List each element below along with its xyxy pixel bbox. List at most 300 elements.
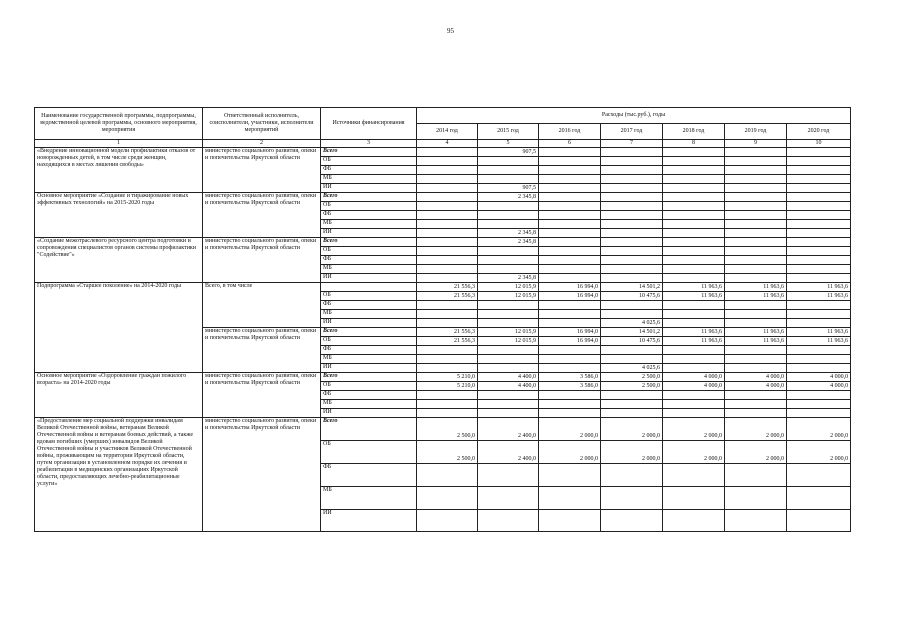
amount-cell (787, 202, 851, 211)
amount-cell (787, 391, 851, 400)
amount-cell: 2 000,0 (601, 418, 663, 441)
row-executor: Всего, в том числе (203, 283, 321, 328)
amount-cell (663, 301, 725, 310)
amount-cell (417, 464, 478, 487)
amount-cell (663, 184, 725, 193)
amount-cell (417, 510, 478, 532)
amount-cell (663, 400, 725, 409)
amount-cell (601, 487, 663, 510)
funding-source: ОБ (321, 441, 417, 464)
funding-source: ФБ (321, 391, 417, 400)
column-index: 4 (417, 140, 478, 148)
column-index: 2 (203, 140, 321, 148)
funding-source: Всего (321, 328, 417, 337)
amount-cell: 4 000,0 (725, 382, 787, 391)
amount-cell (725, 510, 787, 532)
amount-cell (601, 220, 663, 229)
amount-cell: 4 400,0 (478, 382, 539, 391)
amount-cell: 16 994,0 (539, 283, 601, 292)
amount-cell (601, 193, 663, 202)
table-row (35, 373, 851, 382)
amount-cell (601, 247, 663, 256)
amount-cell: 2 500,0 (601, 373, 663, 382)
amount-cell (787, 310, 851, 319)
amount-cell: 21 556,3 (417, 283, 478, 292)
amount-cell (478, 256, 539, 265)
amount-cell (601, 202, 663, 211)
funding-source: ИИ (321, 510, 417, 532)
amount-cell: 2 345,8 (478, 274, 539, 283)
amount-cell (539, 193, 601, 202)
amount-cell (725, 301, 787, 310)
amount-cell (787, 301, 851, 310)
amount-cell (725, 211, 787, 220)
amount-cell (663, 265, 725, 274)
amount-cell (787, 464, 851, 487)
amount-cell: 11 963,6 (663, 328, 725, 337)
amount-cell (787, 220, 851, 229)
amount-cell (787, 346, 851, 355)
amount-cell: 12 015,9 (478, 283, 539, 292)
amount-cell (539, 319, 601, 328)
amount-cell: 14 501,2 (601, 283, 663, 292)
funding-source: ОБ (321, 382, 417, 391)
amount-cell (725, 157, 787, 166)
amount-cell: 3 586,0 (539, 373, 601, 382)
amount-cell (478, 166, 539, 175)
funding-source: ФБ (321, 256, 417, 265)
funding-source: ИИ (321, 184, 417, 193)
amount-cell (663, 364, 725, 373)
amount-cell (417, 202, 478, 211)
funding-source: ИИ (321, 319, 417, 328)
amount-cell: 2 000,0 (725, 418, 787, 441)
amount-cell (601, 355, 663, 364)
amount-cell (663, 157, 725, 166)
amount-cell (663, 487, 725, 510)
amount-cell (478, 409, 539, 418)
amount-cell (417, 274, 478, 283)
amount-cell (787, 409, 851, 418)
amount-cell (478, 510, 539, 532)
amount-cell (417, 247, 478, 256)
amount-cell (663, 202, 725, 211)
amount-cell (787, 238, 851, 247)
amount-cell: 2 000,0 (787, 418, 851, 441)
funding-source: ИИ (321, 364, 417, 373)
amount-cell (725, 220, 787, 229)
amount-cell: 12 015,9 (478, 328, 539, 337)
row-executor: министерство социального развития, опеки и попечительства Иркутской области (203, 418, 321, 532)
row-executor: министерство социального развития, опеки и попечительства Иркутской области (203, 193, 321, 238)
amount-cell: 16 994,0 (539, 292, 601, 301)
amount-cell (663, 238, 725, 247)
amount-cell (601, 166, 663, 175)
funding-source: МБ (321, 310, 417, 319)
row-executor: министерство социального развития, опеки и попечительства Иркутской области (203, 328, 321, 373)
table-row (35, 148, 851, 157)
amount-cell (787, 247, 851, 256)
amount-cell (663, 319, 725, 328)
amount-cell: 11 963,6 (787, 292, 851, 301)
amount-cell (417, 211, 478, 220)
amount-cell: 11 963,6 (787, 283, 851, 292)
funding-source: МБ (321, 265, 417, 274)
header-year-2017: 2017 год (601, 124, 663, 140)
amount-cell (787, 229, 851, 238)
amount-cell (601, 175, 663, 184)
amount-cell (663, 193, 725, 202)
amount-cell: 4 400,0 (478, 373, 539, 382)
amount-cell (725, 238, 787, 247)
amount-cell (417, 301, 478, 310)
amount-cell (478, 464, 539, 487)
amount-cell (539, 487, 601, 510)
amount-cell (725, 310, 787, 319)
amount-cell: 11 963,6 (787, 328, 851, 337)
amount-cell: 4 000,0 (663, 373, 725, 382)
amount-cell (417, 409, 478, 418)
amount-cell (478, 391, 539, 400)
amount-cell: 11 963,6 (663, 283, 725, 292)
amount-cell (725, 148, 787, 157)
amount-cell (601, 157, 663, 166)
amount-cell (787, 175, 851, 184)
amount-cell: 4 000,0 (663, 382, 725, 391)
row-name: «Внедрение инновационной модели профилактики отказов от новорожденных детей, в том числе среди женщин, находящихся в местах лишения свободы» (35, 148, 203, 193)
amount-cell (417, 229, 478, 238)
amount-cell (478, 157, 539, 166)
amount-cell: 2 345,8 (478, 193, 539, 202)
amount-cell (787, 184, 851, 193)
amount-cell: 11 963,6 (725, 328, 787, 337)
amount-cell (725, 346, 787, 355)
header-year-2020: 2020 год (787, 124, 851, 140)
amount-cell (539, 346, 601, 355)
amount-cell: 12 015,9 (478, 292, 539, 301)
amount-cell (787, 157, 851, 166)
amount-cell (787, 400, 851, 409)
row-name: Основное мероприятие «Создание и тиражирование новых эффективных технологий» на 2015-2020 годы (35, 193, 203, 238)
amount-cell: 4 025,6 (601, 364, 663, 373)
amount-cell (417, 175, 478, 184)
amount-cell (417, 364, 478, 373)
header-year-2018: 2018 год (663, 124, 725, 140)
amount-cell: 2 000,0 (539, 418, 601, 441)
amount-cell (663, 211, 725, 220)
funding-source: Всего (321, 238, 417, 247)
amount-cell (663, 256, 725, 265)
amount-cell: 11 963,6 (725, 292, 787, 301)
amount-cell (787, 211, 851, 220)
amount-cell (478, 175, 539, 184)
header-source-column: Источники финансирования (321, 108, 417, 140)
amount-cell (539, 247, 601, 256)
amount-cell: 12 015,9 (478, 337, 539, 346)
amount-cell (601, 510, 663, 532)
amount-cell (663, 274, 725, 283)
amount-cell: 4 000,0 (787, 382, 851, 391)
amount-cell (725, 256, 787, 265)
funding-source: ФБ (321, 464, 417, 487)
amount-cell (539, 274, 601, 283)
funding-source: ОБ (321, 292, 417, 301)
amount-cell (539, 202, 601, 211)
amount-cell: 2 345,8 (478, 229, 539, 238)
amount-cell (601, 238, 663, 247)
amount-cell (601, 184, 663, 193)
amount-cell (725, 175, 787, 184)
amount-cell: 2 000,0 (539, 441, 601, 464)
amount-cell: 10 475,6 (601, 337, 663, 346)
amount-cell: 16 994,0 (539, 337, 601, 346)
amount-cell (787, 274, 851, 283)
amount-cell: 4 000,0 (787, 373, 851, 382)
funding-source (321, 283, 417, 292)
amount-cell: 11 963,6 (725, 283, 787, 292)
amount-cell (539, 211, 601, 220)
amount-cell (787, 487, 851, 510)
amount-cell (787, 364, 851, 373)
amount-cell (601, 409, 663, 418)
amount-cell (663, 355, 725, 364)
amount-cell (478, 220, 539, 229)
funding-source: ФБ (321, 211, 417, 220)
amount-cell (601, 148, 663, 157)
amount-cell (787, 256, 851, 265)
amount-cell (663, 464, 725, 487)
amount-cell (725, 202, 787, 211)
amount-cell: 5 210,0 (417, 382, 478, 391)
header-year-2014: 2014 год (417, 124, 478, 140)
amount-cell (601, 256, 663, 265)
amount-cell (539, 364, 601, 373)
amount-cell (478, 364, 539, 373)
amount-cell (663, 310, 725, 319)
header-name-column: Наименование государственной программы, подпрограммы, ведомственной целевой программы, основного мероприятия, мероприятия (35, 108, 203, 140)
amount-cell: 2 345,8 (478, 238, 539, 247)
amount-cell (663, 346, 725, 355)
amount-cell (725, 193, 787, 202)
amount-cell (417, 391, 478, 400)
header-expenses: Расходы (тыс.руб.), годы (417, 108, 851, 124)
row-name: Основное мероприятие «Оздоровление граждан пожилого возраста» на 2014-2020 годы (35, 373, 203, 418)
funding-source: МБ (321, 487, 417, 510)
amount-cell (417, 310, 478, 319)
amount-cell: 11 963,6 (725, 337, 787, 346)
amount-cell (787, 148, 851, 157)
amount-cell (663, 247, 725, 256)
funding-source: Всего (321, 418, 417, 441)
amount-cell (478, 211, 539, 220)
amount-cell (539, 464, 601, 487)
funding-source: МБ (321, 400, 417, 409)
amount-cell (725, 274, 787, 283)
amount-cell (478, 265, 539, 274)
amount-cell (478, 346, 539, 355)
amount-cell (478, 319, 539, 328)
row-name: «Создание межотраслевого ресурсного центра подготовки и сопровождения специалистов органов системы профилактики "Содействие"» (35, 238, 203, 283)
funding-source: ИИ (321, 409, 417, 418)
header-year-2016: 2016 год (539, 124, 601, 140)
header-executor-column: Ответственный исполнитель, соисполнители, участники, исполнители мероприятий (203, 108, 321, 140)
amount-cell (663, 391, 725, 400)
amount-cell (478, 310, 539, 319)
table-row (35, 418, 851, 441)
amount-cell (601, 346, 663, 355)
amount-cell: 3 586,0 (539, 382, 601, 391)
amount-cell (417, 157, 478, 166)
amount-cell (539, 220, 601, 229)
funding-source: Всего (321, 193, 417, 202)
amount-cell (539, 310, 601, 319)
amount-cell (725, 487, 787, 510)
amount-cell (478, 400, 539, 409)
amount-cell: 2 000,0 (725, 441, 787, 464)
funding-source: ИИ (321, 274, 417, 283)
amount-cell (663, 148, 725, 157)
amount-cell (478, 355, 539, 364)
amount-cell (725, 247, 787, 256)
amount-cell (417, 355, 478, 364)
amount-cell: 21 556,3 (417, 328, 478, 337)
funding-source: МБ (321, 220, 417, 229)
amount-cell (417, 400, 478, 409)
amount-cell (725, 400, 787, 409)
row-name: Подпрограмма «Старшее поколение» на 2014-2020 годы (35, 283, 203, 373)
amount-cell (417, 148, 478, 157)
amount-cell (539, 166, 601, 175)
amount-cell (539, 355, 601, 364)
funding-source: ФБ (321, 346, 417, 355)
amount-cell: 2 500,0 (601, 382, 663, 391)
amount-cell (663, 229, 725, 238)
column-index: 1 (35, 140, 203, 148)
amount-cell (601, 274, 663, 283)
amount-cell (539, 238, 601, 247)
amount-cell (539, 256, 601, 265)
row-executor: министерство социального развития, опеки и попечительства Иркутской области (203, 238, 321, 283)
amount-cell (663, 409, 725, 418)
amount-cell (478, 247, 539, 256)
amount-cell: 21 556,3 (417, 292, 478, 301)
amount-cell (417, 193, 478, 202)
amount-cell (601, 301, 663, 310)
amount-cell: 907,5 (478, 148, 539, 157)
amount-cell (787, 510, 851, 532)
amount-cell (663, 510, 725, 532)
amount-cell (601, 464, 663, 487)
column-index: 10 (787, 140, 851, 148)
table-row (35, 193, 851, 202)
amount-cell (725, 166, 787, 175)
amount-cell (663, 175, 725, 184)
amount-cell (601, 211, 663, 220)
column-index: 5 (478, 140, 539, 148)
amount-cell (478, 202, 539, 211)
amount-cell (725, 229, 787, 238)
amount-cell (725, 184, 787, 193)
amount-cell: 21 556,3 (417, 337, 478, 346)
amount-cell (663, 220, 725, 229)
amount-cell (663, 166, 725, 175)
funding-source: Всего (321, 148, 417, 157)
amount-cell (787, 166, 851, 175)
amount-cell (539, 229, 601, 238)
amount-cell: 11 963,6 (663, 337, 725, 346)
amount-cell (725, 355, 787, 364)
header-year-2019: 2019 год (725, 124, 787, 140)
amount-cell (787, 265, 851, 274)
funding-source: ИИ (321, 229, 417, 238)
column-index: 7 (601, 140, 663, 148)
amount-cell (539, 391, 601, 400)
funding-source: ОБ (321, 157, 417, 166)
amount-cell (601, 265, 663, 274)
amount-cell (417, 256, 478, 265)
amount-cell (725, 464, 787, 487)
amount-cell (601, 400, 663, 409)
amount-cell: 2 000,0 (663, 418, 725, 441)
amount-cell (539, 409, 601, 418)
table-row (35, 238, 851, 247)
amount-cell (725, 409, 787, 418)
column-index: 8 (663, 140, 725, 148)
funding-source: ФБ (321, 166, 417, 175)
amount-cell (601, 391, 663, 400)
amount-cell (417, 265, 478, 274)
column-index: 9 (725, 140, 787, 148)
table-row (35, 283, 851, 292)
amount-cell: 2 500,0 (417, 441, 478, 464)
amount-cell (478, 301, 539, 310)
amount-cell (539, 301, 601, 310)
row-executor: министерство социального развития, опеки и попечительства Иркутской области (203, 373, 321, 418)
amount-cell: 2 400,0 (478, 441, 539, 464)
amount-cell: 14 501,2 (601, 328, 663, 337)
funding-source: МБ (321, 175, 417, 184)
amount-cell (539, 175, 601, 184)
amount-cell (417, 487, 478, 510)
header-year-2015: 2015 год (478, 124, 539, 140)
amount-cell (539, 184, 601, 193)
amount-cell: 2 000,0 (787, 441, 851, 464)
amount-cell: 2 000,0 (663, 441, 725, 464)
column-index: 3 (321, 140, 417, 148)
funding-source: МБ (321, 355, 417, 364)
row-name: «Предоставление мер социальной поддержки инвалидам Великой Отечественной войны, ветеранам Великой Отечественной войны и ветеранам боевых действий, а также вдовам погибших (умерших) инвалидов Великой Отечественной войны и участников Великой Отечественной войны, проживающим на территории Иркутской области, путем организации в установленном порядке их лечения и реабилитации в медицинских организациях Иркутской области, предоставляющих лечебно-реабилитационные услуги» (35, 418, 203, 532)
funding-source: ОБ (321, 247, 417, 256)
amount-cell (417, 166, 478, 175)
amount-cell (787, 355, 851, 364)
amount-cell (417, 346, 478, 355)
amount-cell (787, 319, 851, 328)
amount-cell (539, 265, 601, 274)
amount-cell (417, 238, 478, 247)
amount-cell: 2 500,0 (417, 418, 478, 441)
column-index: 6 (539, 140, 601, 148)
amount-cell (787, 193, 851, 202)
amount-cell (539, 400, 601, 409)
amount-cell (725, 364, 787, 373)
row-executor: министерство социального развития, опеки и попечительства Иркутской области (203, 148, 321, 193)
amount-cell (725, 265, 787, 274)
funding-source: Всего (321, 373, 417, 382)
amount-cell: 11 963,6 (787, 337, 851, 346)
amount-cell: 11 963,6 (663, 292, 725, 301)
amount-cell (725, 319, 787, 328)
budget-table (34, 107, 851, 532)
